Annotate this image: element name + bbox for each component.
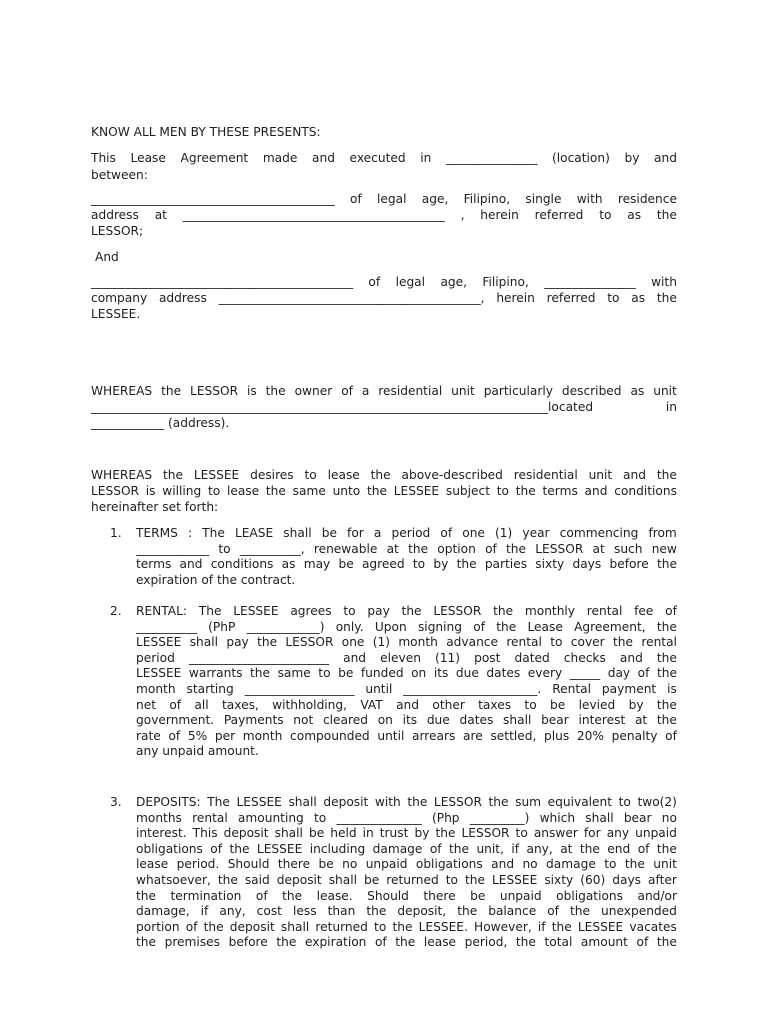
clause-line: rate of 5% per month compounded until arrears are settled, plus 20% penalty of: [136, 728, 677, 743]
clause-line: DEPOSITS: The LESSEE shall deposit with the LESSOR the sum equivalent to two(2): [136, 795, 677, 809]
lessee-paragraph-line: LESSEE.: [91, 307, 141, 321]
clause-line: RENTAL: The LESSEE agrees to pay the LESSOR the monthly rental fee of: [136, 604, 677, 618]
clause-line: the termination of the lease. Should there be unpaid obligations and/or: [136, 888, 677, 903]
clause-number: 2.: [110, 604, 122, 618]
clause-number: 3.: [110, 795, 122, 809]
clause-line: interest. This deposit shall be held in trust by the LESSOR to answer for any unpaid: [136, 826, 677, 841]
opening-paragraph-line: This Lease Agreement made and executed in _______________ (location) by and: [91, 151, 677, 165]
and-text: And: [95, 250, 119, 264]
clause-line: portion of the deposit shall returned to the LESSEE. However, if the LESSEE vacates: [136, 919, 677, 934]
clause-line: __________ (PhP ____________) only. Upon signing of the Lease Agreement, the: [136, 619, 677, 634]
clause-line: obligations of the LESSEE including damage of the unit, if any, at the end of the: [136, 841, 677, 856]
clause-line: months rental amounting to ______________ (Php _________) which shall bear no: [136, 810, 677, 825]
opening-paragraph-line: between:: [91, 168, 148, 182]
clause-line: government. Payments not cleared on its due dates shall bear interest at the: [136, 713, 677, 728]
lessor-paragraph-line: address at ___________________________________________ , herein referred to as the: [91, 208, 677, 222]
whereas-lessee-line: hereinafter set forth:: [91, 500, 219, 514]
whereas-lessee-line: LESSOR is willing to lease the same unto the LESSEE subject to the terms and conditions: [91, 484, 677, 498]
lessor-paragraph-line: ________________________________________ of legal age, Filipino, single with residence: [91, 192, 677, 206]
clause-line: terms and conditions as may be agreed to by the parties sixty days before the: [136, 557, 677, 572]
clause-line: period _______________________ and eleven (11) post dated checks and the: [136, 650, 677, 665]
whereas-lessor-line: ____________ (address).: [91, 416, 230, 430]
whereas-lessor-line: WHEREAS the LESSOR is the owner of a residential unit particularly described as unit: [91, 384, 677, 398]
lessee-paragraph-line: company address ___________________________________________, herein referred to as the: [91, 291, 677, 305]
clause-line: expiration of the contract.: [136, 572, 296, 587]
clause-line: ____________ to __________, renewable at the option of the LESSOR at such new: [136, 541, 677, 556]
lessee-paragraph-line: ___________________________________________ of legal age, Filipino, _______________ with: [91, 275, 677, 289]
whereas-lessor-line: ___________________________________________________________________________located in: [91, 400, 677, 414]
clause-line: LESSEE warrants the same to be funded on its due dates every _____ day of the: [136, 666, 677, 681]
whereas-lessee-line: WHEREAS the LESSEE desires to lease the above-described residential unit and the: [91, 468, 677, 482]
clause-number: 1.: [110, 526, 122, 540]
clause-line: any unpaid amount.: [136, 744, 259, 759]
clause-line: lease period. Should there be no unpaid obligations and no damage to the unit: [136, 857, 677, 872]
intro-text: KNOW ALL MEN BY THESE PRESENTS:: [91, 125, 321, 139]
clause-line: whatsoever, the said deposit shall be returned to the LESSEE sixty (60) days after: [136, 873, 677, 887]
clause-line: damage, if any, cost less than the deposit, the balance of the unexpended: [136, 904, 677, 919]
clause-line: month starting __________________ until ______________________. Rental payment is: [136, 682, 677, 696]
clause-line: TERMS : The LEASE shall be for a period of one (1) year commencing from: [136, 526, 677, 540]
clause-line: the premises before the expiration of the lease period, the total amount of the: [136, 935, 677, 950]
clause-line: LESSEE shall pay the LESSOR one (1) month advance rental to cover the rental: [136, 635, 677, 650]
clause-line: net of all taxes, withholding, VAT and other taxes to be levied by the: [136, 697, 677, 712]
lessor-paragraph-line: LESSOR;: [91, 224, 144, 238]
